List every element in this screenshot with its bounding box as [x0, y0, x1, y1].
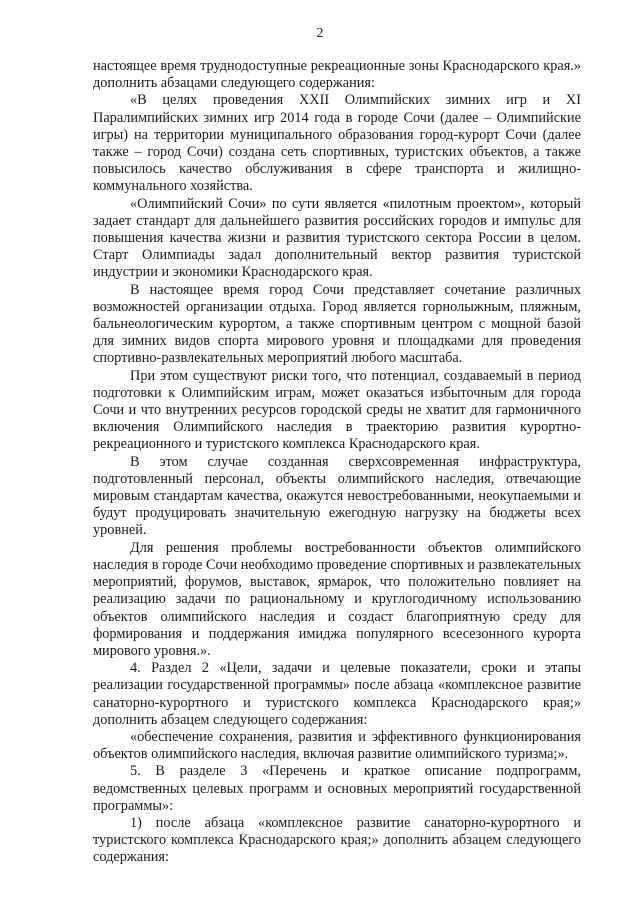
paragraph-9: «обеспечение сохранения, развития и эффективного функционирования объектов олимпийского наследия, включая развитие олимпийского туризма;». — [93, 728, 581, 763]
paragraph-5: При этом существуют риски того, что потенциал, создаваемый в период подготовки к Олимпийским играм, может оказаться избыточным для города Сочи и что внутренних ресурсов городской среды не хватит для гармоничного включения Олимпийского наследия в траекторию развития курортно-рекреационного и туристского комплекса Краснодарского края. — [93, 367, 581, 453]
paragraph-11: 1) после абзаца «комплексное развитие санаторно-курортного и туристского комплекса Краснодарского края;» дополнить абзацем следующего содержания: — [93, 814, 581, 866]
document-body — [93, 58, 581, 867]
paragraph-2: «В целях проведения XXII Олимпийских зимних игр и XI Паралимпийских зимних игр 2014 года в городе Сочи (далее – Олимпийские игры) на территории муниципального образования город-курорт Сочи (далее также – город Сочи) создана сеть спортивных, туристских объектов, а также повысилось качество обслуживания в сфере транспорта и жилищно-коммунального хозяйства. — [93, 92, 581, 195]
paragraph-10: 5. В разделе 3 «Перечень и краткое описание подпрограмм, ведомственных целевых программ и основных мероприятий государственной программы»: — [93, 763, 581, 814]
paragraph-8: 4. Раздел 2 «Цели, задачи и целевые показатели, сроки и этапы реализации государственной программы» после абзаца «комплексное развитие санаторно-курортного и туристского комплекса Краснодарского края;» дополнить абзацем следующего содержания: — [93, 660, 581, 728]
paragraph-6: В этом случае созданная сверхсовременная инфраструктура, подготовленный персонал, объекты олимпийского наследия, отвечающие мировым стандартам качества, окажутся невостребованными, неокупаемыми и будут продуцировать значительную ежегодную нагрузку на бюджеты всех уровней. — [93, 453, 581, 539]
paragraph-4: В настоящее время город Сочи представляет сочетание различных возможностей организации отдыха. Город является горнолыжным, пляжным, бальнеологическим курортом, а также спортивным центром с мощной базой для зимних видов спорта мирового уровня и площадками для проведения спортивно-развлекательных мероприятий любого масштаба. — [93, 281, 581, 367]
paragraph-3: «Олимпийский Сочи» по сути является «пилотным проектом», который задает стандарт для дальнейшего развития российских городов и импульс для повышения качества жизни и развития туристского сектора России в целом. Старт Олимпиады задал дополнительный вектор развития туристской индустрии и экономики Краснодарского края. — [93, 195, 581, 281]
page-number: 2 — [316, 26, 324, 41]
paragraph-1: настоящее время труднодоступные рекреационные зоны Краснодарского края.» дополнить абзацами следующего содержания: — [93, 58, 581, 92]
paragraph-7: Для решения проблемы востребованности объектов олимпийского наследия в городе Сочи необходимо проведение спортивных и развлекательных мероприятий, форумов, выставок, ярмарок, что положительно повлияет на реализацию задачи по рациональному и круглогодичному использованию объектов олимпийского наследия и создаст благоприятную среду для формирования и поддержания имиджа популярного всесезонного курорта мирового уровня.». — [93, 539, 581, 659]
